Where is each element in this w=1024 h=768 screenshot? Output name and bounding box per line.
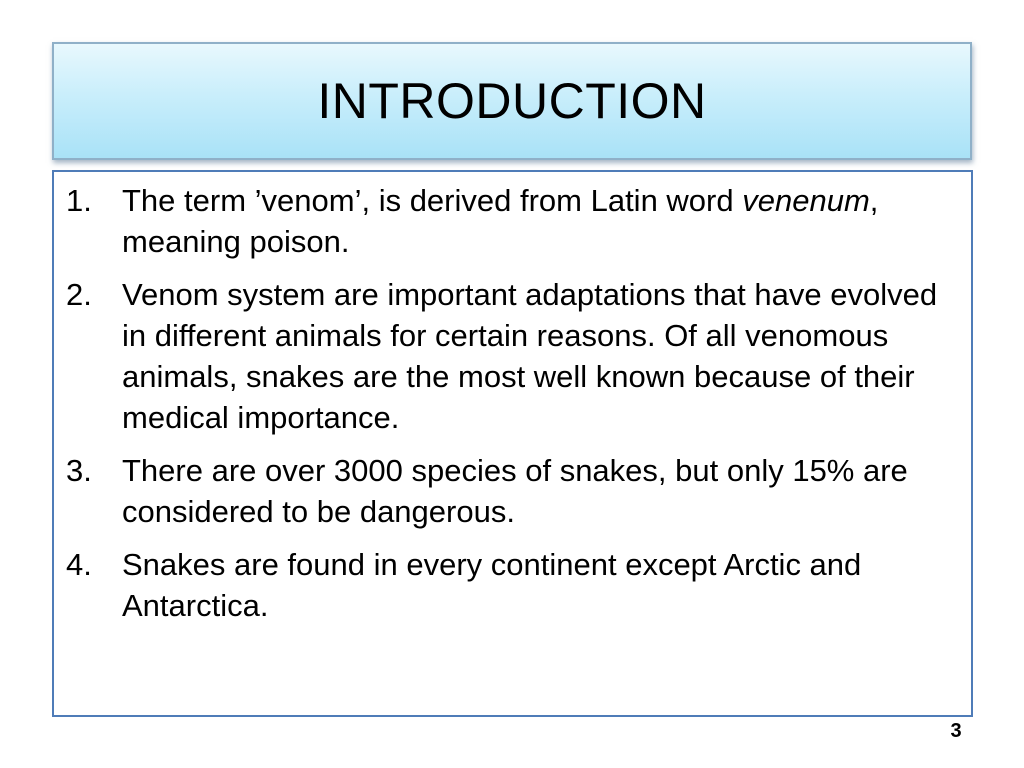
list-item [66, 544, 959, 626]
list-item-text-part: , meaning poison. [122, 183, 879, 259]
list-item-text-part: The term ’venom’, is derived from Latin word [122, 183, 743, 218]
title-box [52, 42, 972, 160]
list-item [66, 180, 959, 262]
list-item [66, 450, 959, 532]
list-item-number: 4. [66, 547, 92, 582]
list-item-number: 1. [66, 183, 92, 218]
numbered-list [54, 172, 971, 626]
list-item-text: Venom system are important adaptations that have evolved in different animals for certain reasons. Of all venomous animals, snakes are the most well known because of their medical importance. [122, 277, 938, 435]
list-item-text [122, 180, 959, 262]
list-item-number: 3. [66, 453, 92, 488]
list-item-number: 2. [66, 277, 92, 312]
content-box [52, 170, 973, 717]
page-number: 3 [950, 720, 962, 742]
list-item-text: Snakes are found in every continent except Arctic and Antarctica. [122, 547, 862, 623]
list-item [66, 274, 959, 438]
slide-title: INTRODUCTION [317, 73, 707, 129]
list-item-text: There are over 3000 species of snakes, but only 15% are considered to be dangerous. [122, 453, 908, 529]
latin-word: venenum [742, 183, 870, 218]
